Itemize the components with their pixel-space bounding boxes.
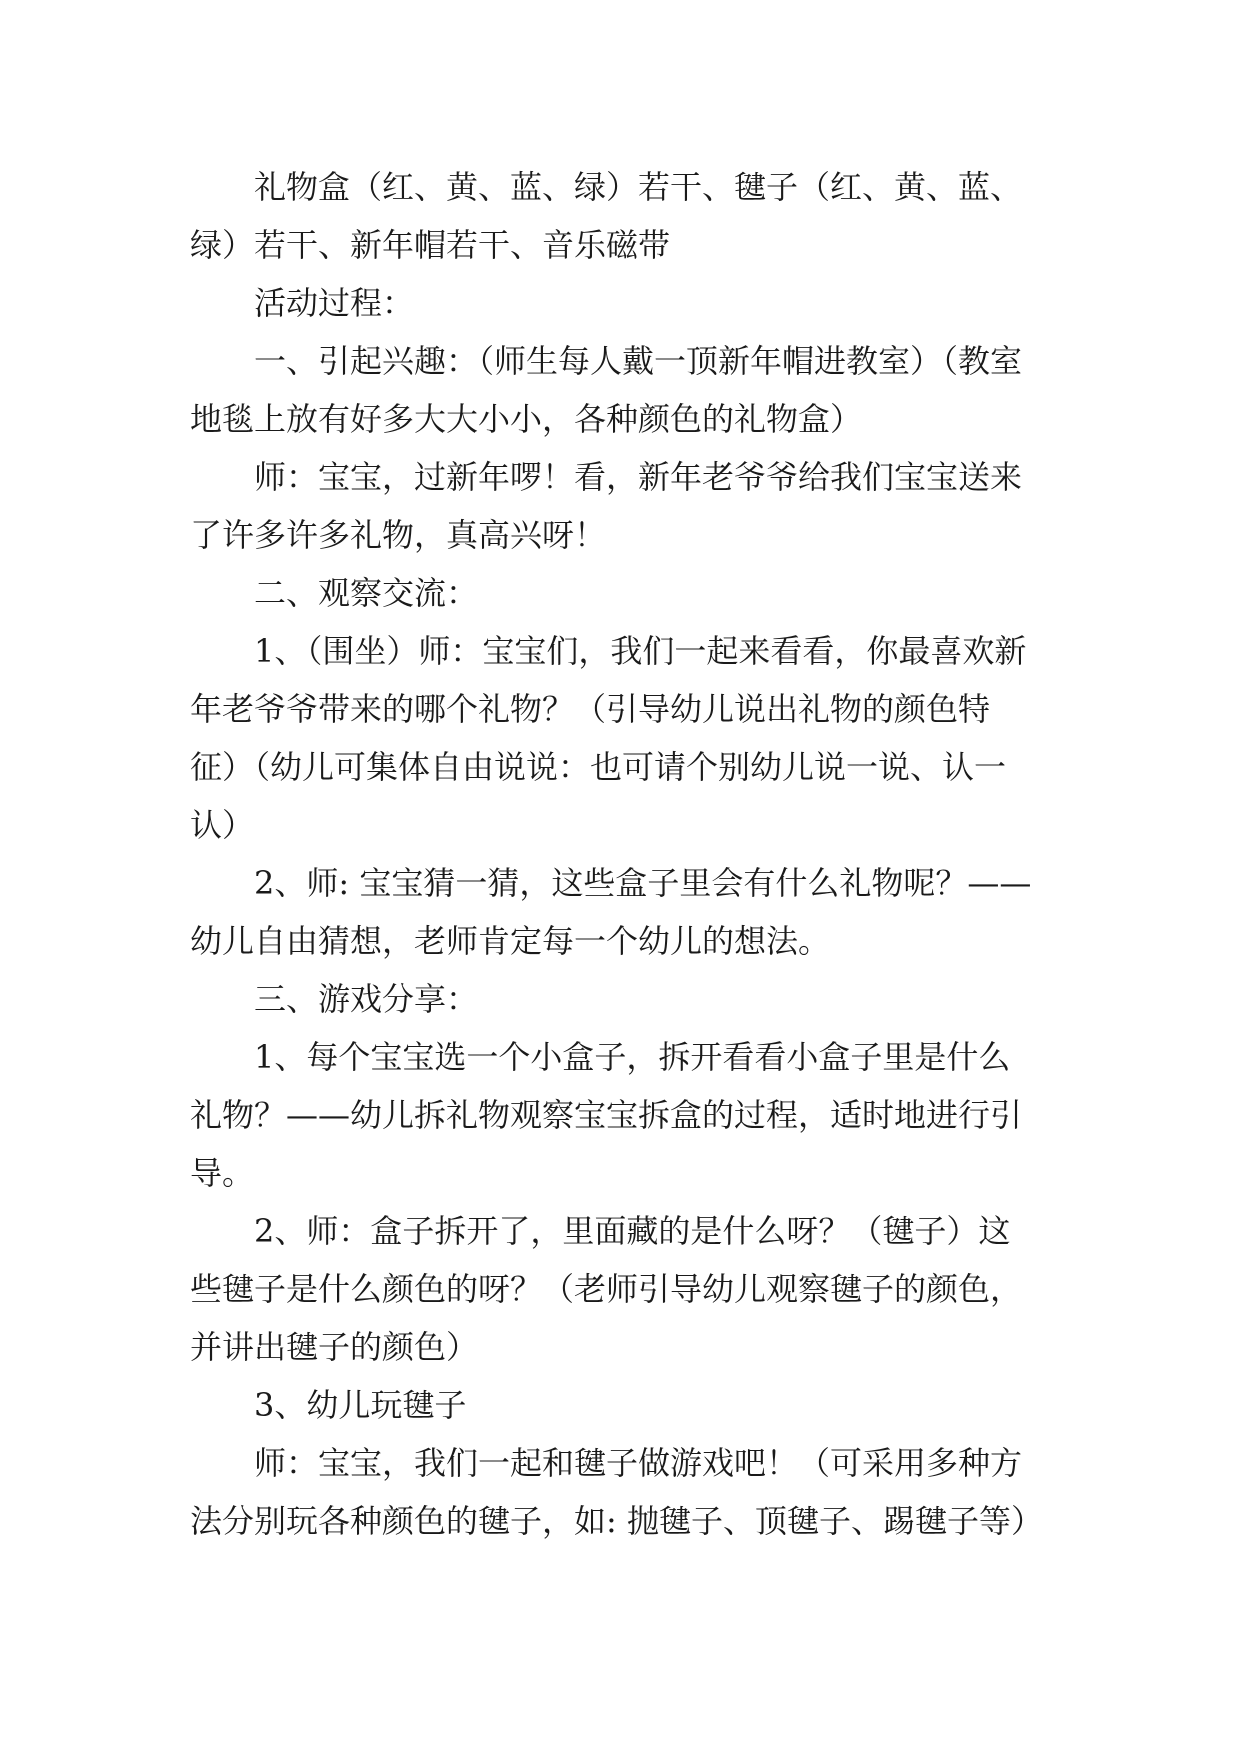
text-line: 2、师: 宝宝猜一猜，这些盒子里会有什么礼物呢？—— <box>254 864 1032 902</box>
paragraph-game-2 <box>190 1202 1070 1376</box>
text-line: 1、（围坐）师：宝宝们，我们一起来看看，你最喜欢新 <box>254 632 1027 670</box>
text-line: 年老爷爷带来的哪个礼物？（引导幼儿说出礼物的颜色特 <box>190 690 991 728</box>
text-line: 3、幼儿玩毽子 <box>254 1386 467 1424</box>
text-line: 了许多许多礼物，真高兴呀！ <box>190 516 607 554</box>
paragraph-game-play <box>190 1434 1070 1550</box>
section-heading: 二、观察交流： <box>254 574 479 612</box>
paragraph-activity-heading <box>190 274 1070 332</box>
text-line: 幼儿自由猜想，老师肯定每一个幼儿的想法。 <box>190 922 831 960</box>
text-line: 法分别玩各种颜色的毽子，如: 抛毽子、顶毽子、踢毽子等） <box>190 1502 1043 1540</box>
text-line: 并讲出毽子的颜色） <box>190 1328 479 1366</box>
paragraph-materials <box>190 158 1070 274</box>
paragraph-observe-1 <box>190 622 1070 854</box>
text-line: 些毽子是什么颜色的呀？（老师引导幼儿观察毽子的颜色， <box>190 1270 1023 1308</box>
paragraph-step-three <box>190 970 1070 1028</box>
text-line: 礼物？——幼儿拆礼物观察宝宝拆盒的过程，适时地进行引 <box>190 1096 1023 1134</box>
text-line: 礼物盒（红、黄、蓝、绿）若干、毽子（红、黄、蓝、 <box>254 168 1023 206</box>
text-line: 导。 <box>190 1154 255 1192</box>
paragraph-game-1 <box>190 1028 1070 1202</box>
text-line: 一、引起兴趣：（师生每人戴一顶新年帽进教室）（教室 <box>254 342 1023 380</box>
paragraph-game-3 <box>190 1376 1070 1434</box>
text-line: 1、每个宝宝选一个小盒子，拆开看看小盒子里是什么 <box>254 1038 1011 1076</box>
text-line: 师：宝宝，我们一起和毽子做游戏吧！（可采用多种方 <box>254 1444 1023 1482</box>
paragraph-step-one <box>190 332 1070 448</box>
section-heading: 三、游戏分享： <box>254 980 479 1018</box>
section-heading: 活动过程： <box>254 284 415 322</box>
paragraph-teacher-intro <box>190 448 1070 564</box>
document-body <box>190 158 1070 1550</box>
text-line: 绿）若干、新年帽若干、音乐磁带 <box>190 226 671 264</box>
text-line: 认） <box>190 806 255 844</box>
text-line: 师：宝宝，过新年啰！看，新年老爷爷给我们宝宝送来 <box>254 458 1023 496</box>
paragraph-step-two <box>190 564 1070 622</box>
text-line: 2、师：盒子拆开了，里面藏的是什么呀？（毽子）这 <box>254 1212 1011 1250</box>
text-line: 地毯上放有好多大大小小，各种颜色的礼物盒） <box>190 400 863 438</box>
text-line: 征）（幼儿可集体自由说说：也可请个别幼儿说一说、认一 <box>190 748 1007 786</box>
paragraph-observe-2 <box>190 854 1070 970</box>
